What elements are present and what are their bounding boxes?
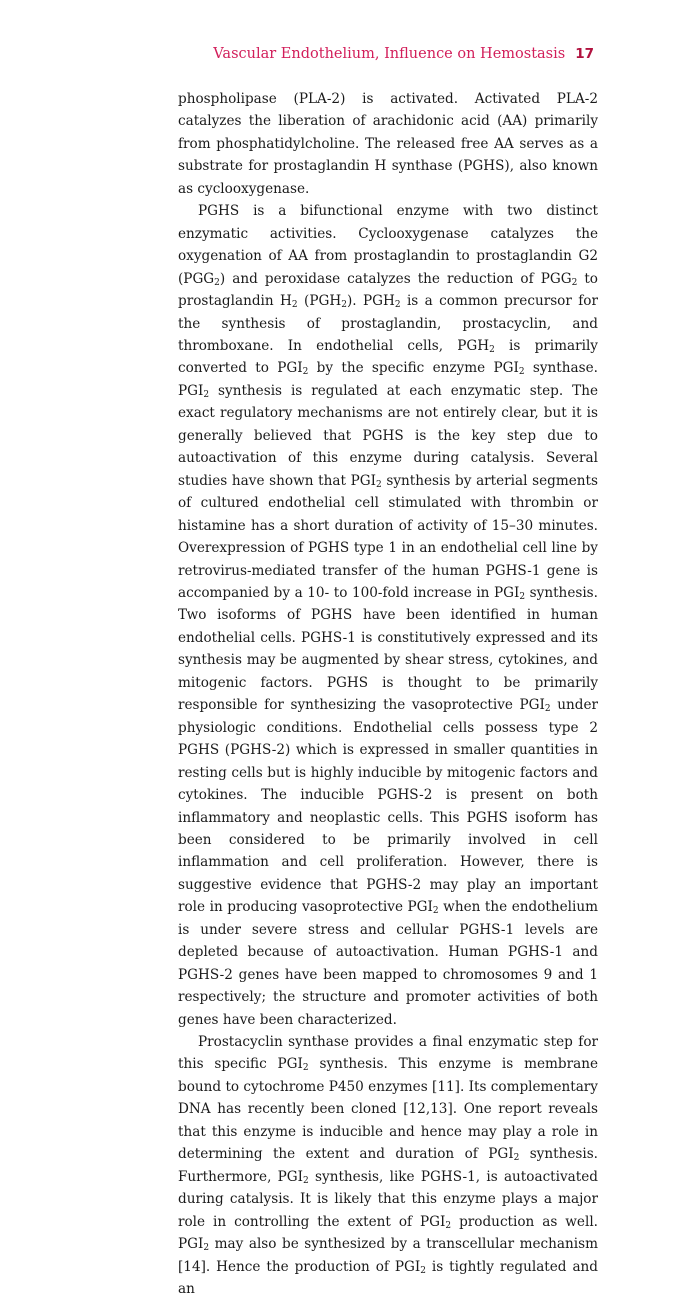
subscript-two: 2 <box>544 704 551 715</box>
subscript-two: 2 <box>432 906 439 917</box>
subscript-two: 2 <box>489 344 495 355</box>
subscript-two: 2 <box>302 1063 309 1074</box>
subscript-two: 2 <box>394 300 401 311</box>
text-run: by the specific enzyme PGI <box>308 360 519 377</box>
subscript-two: 2 <box>214 277 220 288</box>
subscript-two: 2 <box>518 367 525 378</box>
text-run: synthesis. Furthermore, PGI <box>178 1146 598 1185</box>
page-number: 17 <box>575 46 594 62</box>
text-run: to prostaglandin H <box>178 270 598 310</box>
text-run: synthesis by arterial segments of cultured endothelial cell stimulated with thrombin or histamine has a short duration of activity of 15–30 minutes. Overexpression of PGHS type 1 in an endothelial cell line by retrovirus-mediated transfer of the human PGHS-1 gene is accompanied by a 10- to 100-fold increase in PGI <box>178 472 598 601</box>
paragraph <box>178 1031 598 1300</box>
text-run: ). PGH <box>346 293 395 310</box>
text-run: (PGH <box>297 293 342 310</box>
text-run: synthase. PGI <box>178 360 598 399</box>
text-run: phospholipase (PLA-2) is activated. Activated PLA-2 catalyzes the liberation of arachidonic acid (AA) primarily from phosphatidylcholine. The released free AA serves as a substrate for prostaglandin H synthase (PGHS), also known as cyclooxygenase. <box>178 91 598 197</box>
subscript-two: 2 <box>445 1220 452 1231</box>
text-run: may also be synthesized by a transcellular mechanism [14]. Hence the production of PGI <box>178 1236 598 1275</box>
subscript-two: 2 <box>203 1243 210 1254</box>
text-run: synthesis, like PGHS-1, is autoactivated during catalysis. It is likely that this enzyme plays a major role in controlling the extent of PGI <box>178 1168 598 1230</box>
subscript-two: 2 <box>375 479 382 490</box>
text-run: ) and peroxidase catalyzes the reduction of PGG <box>219 270 572 287</box>
subscript-two: 2 <box>519 591 526 602</box>
text-run: synthesis is regulated at each enzymatic step. The exact regulatory mechanisms are not entirely clear, but it is generally believed that PGHS is the key step due to autoactivation of this enzyme during catalysis. Several studies have shown that PGI <box>178 382 598 489</box>
text-run: is tightly regulated and an <box>178 1258 599 1298</box>
text-run: under physiologic conditions. Endothelial cells possess type 2 PGHS (PGHS-2) which is expressed in smaller quantities in resting cells but is highly inducible by mitogenic factors and cytokines. The inducible PGHS-2 is present on both inflammatory and neoplastic cells. This PGHS isoform has been considered to be primarily involved in cell inflammation and cell proliferation. However, there is suggestive evidence that PGHS-2 may play an important role in producing vasoprotective PGI <box>178 697 599 916</box>
subscript-two: 2 <box>420 1265 426 1276</box>
text-run: is primarily converted to PGI <box>178 337 598 377</box>
paragraph <box>178 88 598 200</box>
text-run: synthesis. This enzyme is membrane bound to cytochrome P450 enzymes [11]. Its complementary DNA has recently been cloned [12,13]. One report reveals that this enzyme is inducible and hence may play a role in determining the extent and duration of PGI <box>178 1056 598 1163</box>
text-run: is a common precursor for the synthesis of prostaglandin, prostacyclin, and thromboxane. In endothelial cells, PGH <box>178 293 598 354</box>
subscript-two: 2 <box>303 1175 309 1186</box>
subscript-two: 2 <box>341 300 347 311</box>
text-run: Prostacyclin synthase provides a final enzymatic step for this specific PGI <box>178 1034 598 1073</box>
text-run: PGHS is a bifunctional enzyme with two distinct enzymatic activities. Cyclooxygenase catalyzes the oxygenation of AA from prostaglandin to prostaglandin G2 (PGG <box>178 203 598 287</box>
subscript-two: 2 <box>302 367 309 378</box>
paragraph <box>178 200 598 1031</box>
text-run: synthesis. Two isoforms of PGHS have been identified in human endothelial cells. PGHS-1 is constitutively expressed and its synthesis may be augmented by shear stress, cytokines, and mitogenic factors. PGHS is thought to be primarily responsible for synthesizing the vasoprotective PGI <box>178 584 598 714</box>
body-text <box>178 88 598 1300</box>
subscript-two: 2 <box>571 277 578 288</box>
subscript-two: 2 <box>203 389 210 400</box>
subscript-two: 2 <box>513 1153 520 1164</box>
subscript-two: 2 <box>291 300 298 311</box>
running-head <box>213 46 594 62</box>
text-run: when the endothelium is under severe stress and cellular PGHS-1 levels are depleted because of autoactivation. Human PGHS-1 and PGHS-2 genes have been mapped to chromosomes 9 and 1 respectively; the structure and promoter activities of both genes have been characterized. <box>178 899 598 1028</box>
running-title: Vascular Endothelium, Influence on Hemostasis <box>213 46 566 62</box>
text-run: production as well. PGI <box>178 1213 598 1253</box>
